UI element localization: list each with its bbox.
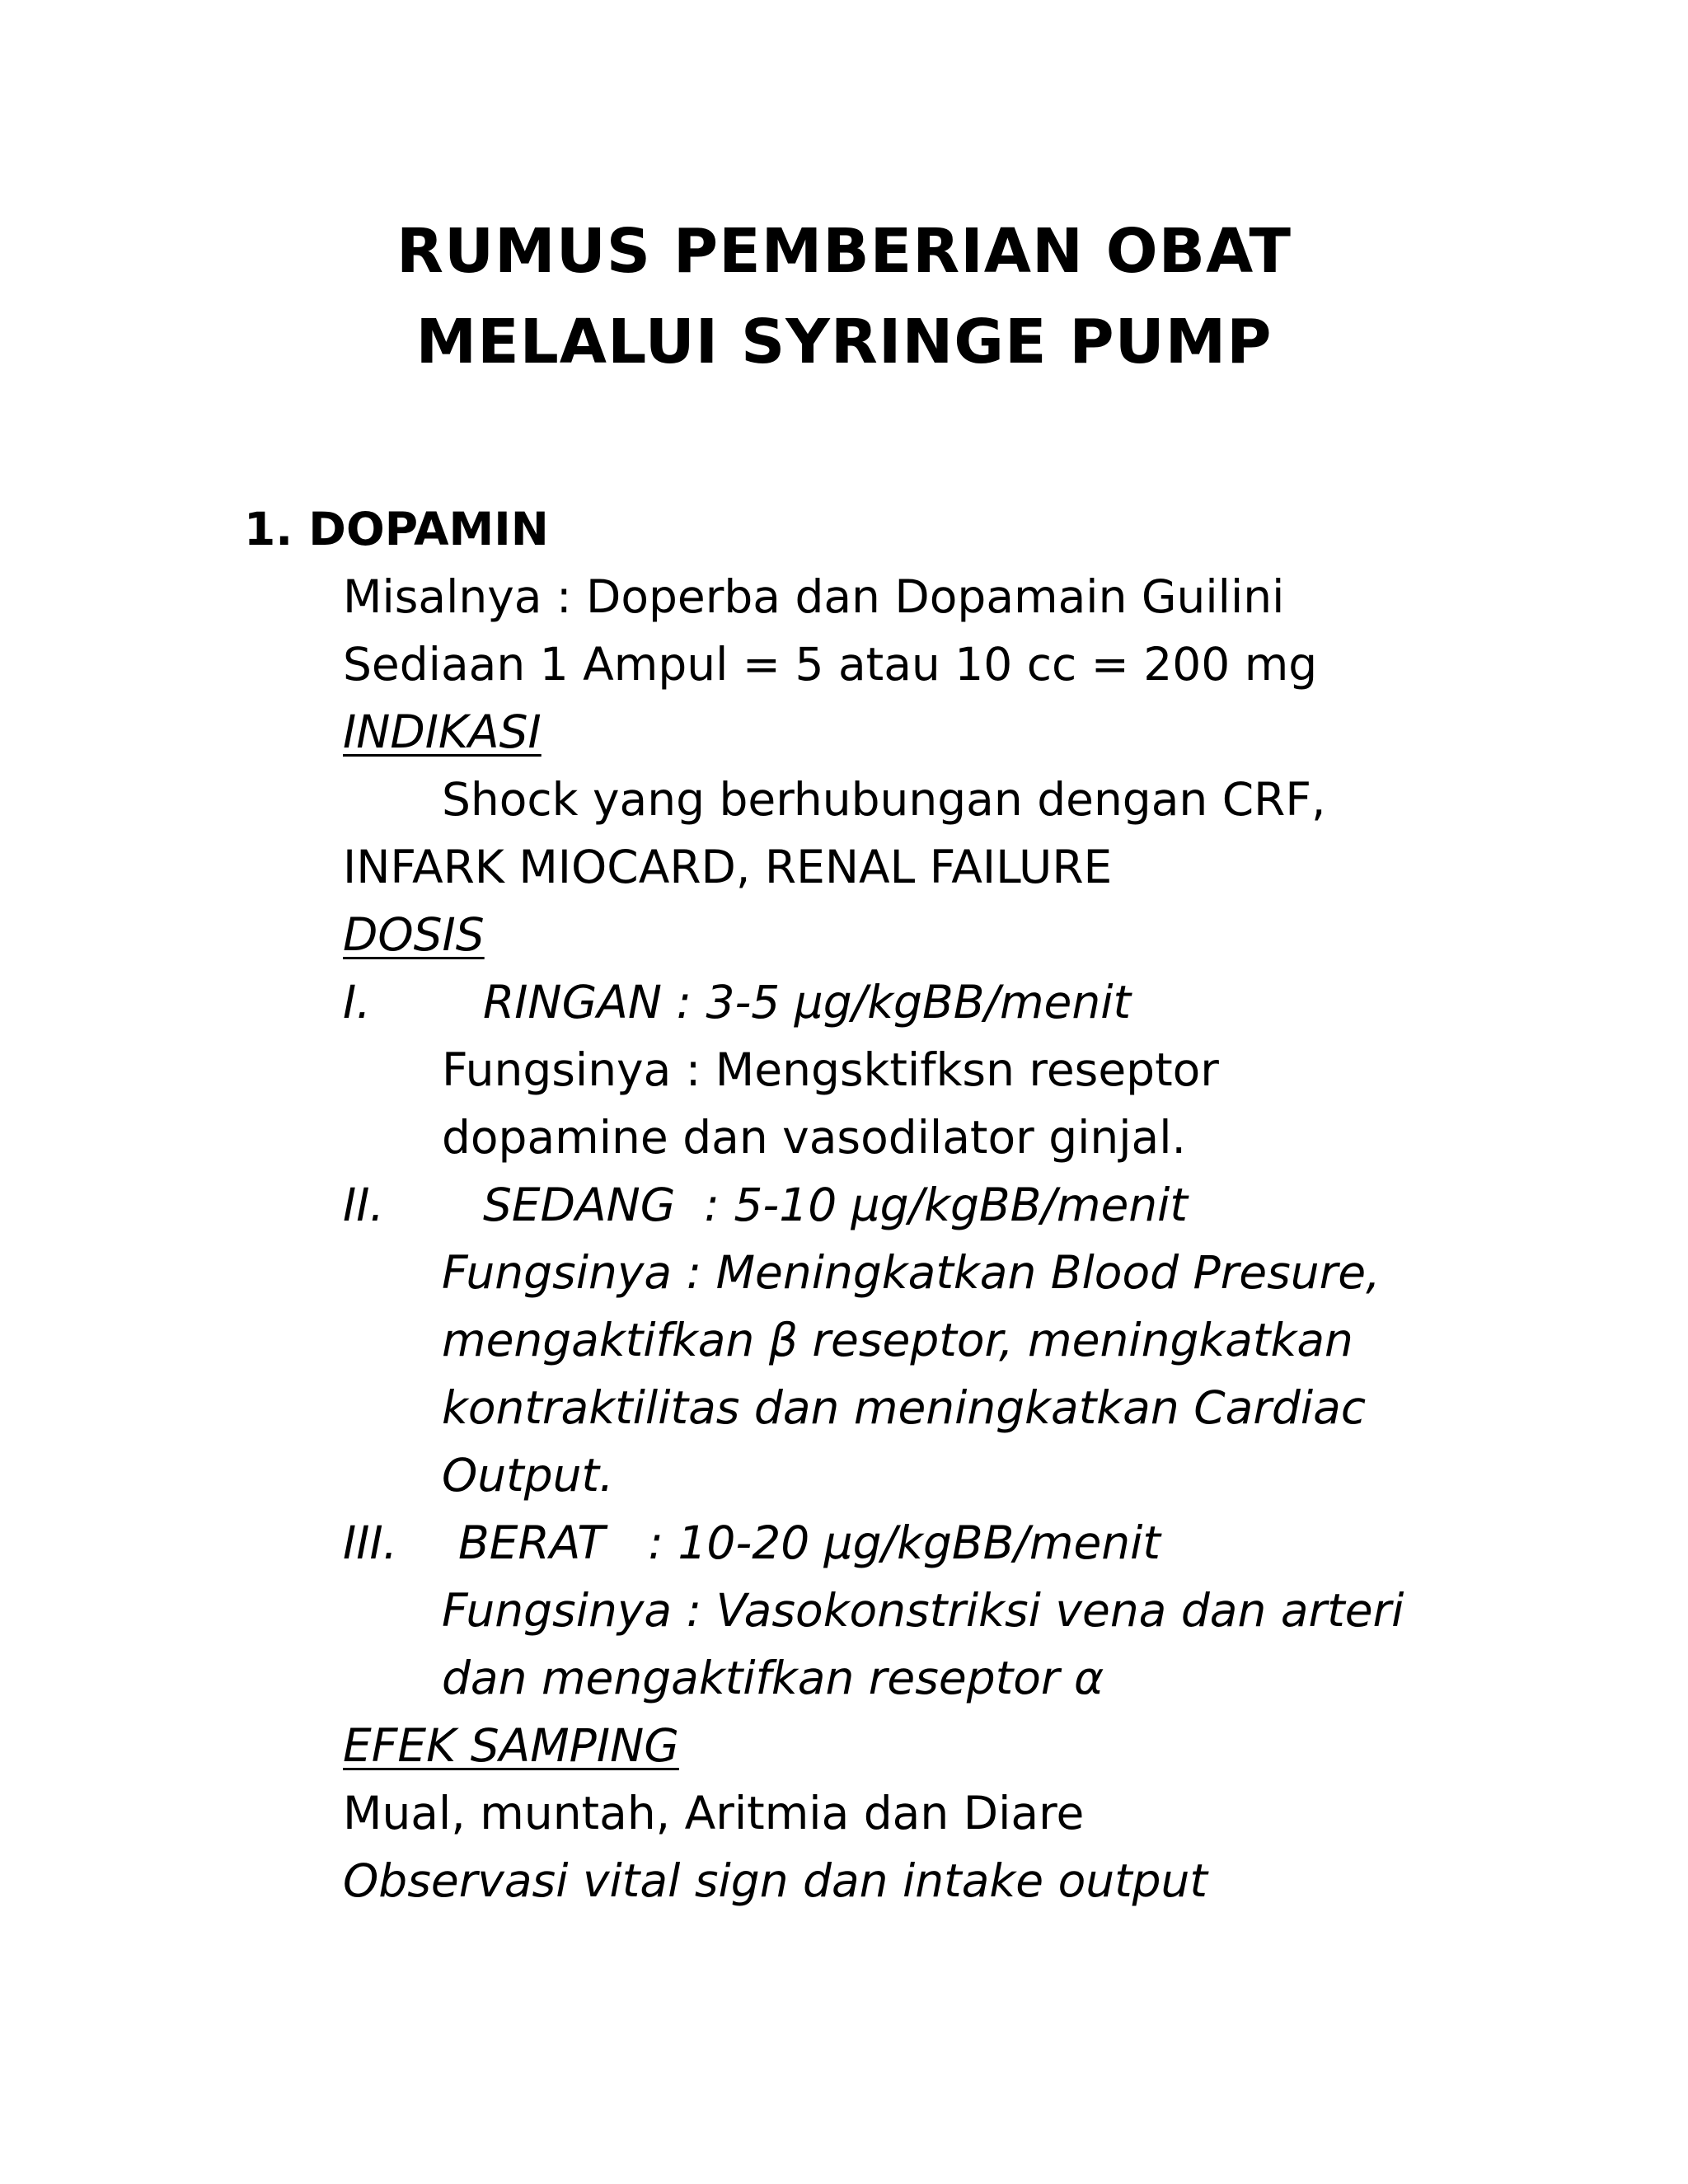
dose-berat-text: BERAT : 10-20 µg/kgBB/menit (458, 1516, 1160, 1569)
dose-berat-fungsi-2: dan mengaktifkan reseptor α (442, 1652, 1104, 1704)
dose-ringan-numeral: I. (343, 976, 371, 1029)
title-line-2: MELALUI SYRINGE PUMP (415, 307, 1273, 377)
misalnya-text: Misalnya : Doperba dan Dopamain Guilini (343, 570, 1285, 623)
dose-sedang-text: SEDANG : 5-10 µg/kgBB/menit (483, 1179, 1188, 1231)
dose-sedang-fungsi-3: kontraktilitas dan meningkatkan Cardiac (442, 1381, 1367, 1434)
dosis-label: DOSIS (343, 908, 485, 961)
indikasi-label: INDIKASI (343, 705, 542, 758)
efek-samping-label: EFEK SAMPING (343, 1719, 679, 1772)
dose-ringan-fungsi-2: dopamine dan vasodilator ginjal. (442, 1111, 1187, 1164)
dose-berat-fungsi-1: Fungsinya : Vasokonstriksi vena dan arteri (442, 1584, 1404, 1637)
title-line-1: RUMUS PEMBERIAN OBAT (396, 216, 1292, 287)
dose-sedang-fungsi-4: Output. (442, 1449, 614, 1502)
indikasi-line-2: INFARK MIOCARD, RENAL FAILURE (343, 841, 1113, 893)
dose-sedang (343, 1180, 1188, 1230)
sediaan-text: Sediaan 1 Ampul = 5 atau 10 cc = 200 mg (343, 638, 1318, 691)
dose-sedang-numeral: II. (343, 1179, 384, 1231)
observasi-text: Observasi vital sign dan intake output (343, 1854, 1207, 1907)
dose-ringan (343, 977, 1131, 1028)
section-heading: 1. DOPAMIN (244, 503, 549, 555)
dose-berat-numeral: III. (343, 1516, 398, 1569)
efek-samping-text: Mual, muntah, Aritmia dan Diare (343, 1787, 1085, 1840)
indikasi-line-1: Shock yang berhubungan dengan CRF, (442, 773, 1326, 826)
dose-sedang-fungsi-2: mengaktifkan β reseptor, meningkatkan (442, 1314, 1353, 1366)
dose-sedang-fungsi-1: Fungsinya : Meningkatkan Blood Presure, (442, 1246, 1381, 1299)
dose-ringan-fungsi-1: Fungsinya : Mengsktifksn reseptor (442, 1043, 1219, 1096)
dose-berat (343, 1518, 1160, 1568)
dose-ringan-text: RINGAN : 3-5 µg/kgBB/menit (483, 976, 1132, 1029)
